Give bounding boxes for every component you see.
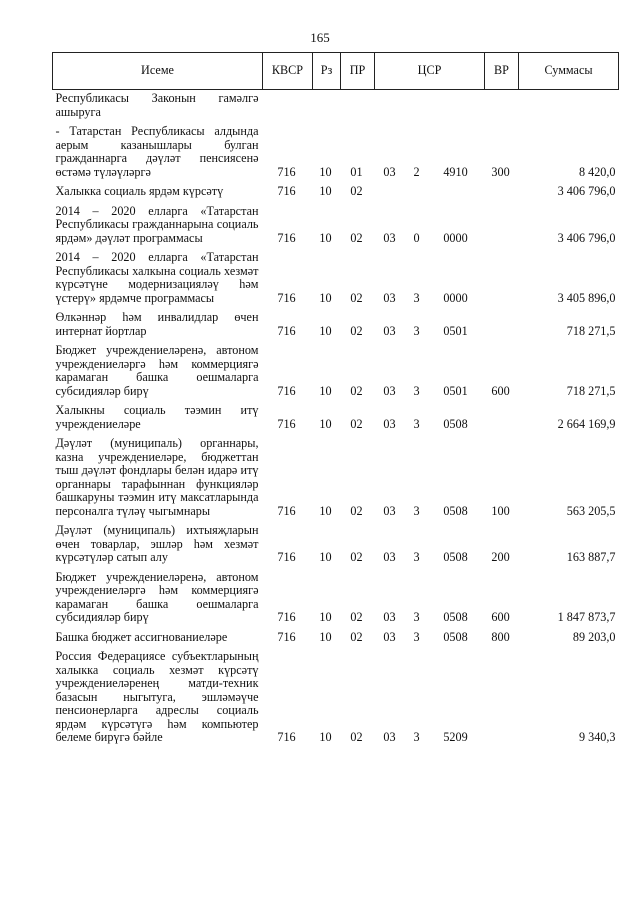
row-csr-program: 03: [383, 416, 396, 431]
row-pr: 02: [350, 184, 363, 198]
row-csr-direction: [429, 90, 485, 124]
row-sum: 3 406 796,0: [557, 230, 616, 245]
table-row: [53, 203, 619, 250]
row-csr-program: 03: [383, 290, 396, 305]
row-pr: 02: [350, 503, 363, 518]
table-row: [53, 435, 619, 522]
row-csr-subprogram: 3: [413, 610, 420, 624]
row-pr: 02: [350, 416, 363, 431]
table-header-row: [53, 53, 619, 90]
row-pr: 02: [350, 383, 363, 398]
row-sum: 9 340,3: [578, 730, 616, 744]
row-name: 2014 – 2020 елларга «Татарстан Республикасы гражданнарына социаль ярдәм» дәүләт программасы: [55, 203, 259, 245]
row-csr-direction: 0501: [443, 383, 468, 398]
row-sum: [519, 90, 619, 124]
row-vr: [485, 90, 519, 124]
row-vr: 600: [491, 383, 510, 398]
row-vr: [485, 203, 519, 250]
row-kvsr: 716: [277, 383, 296, 398]
row-pr: 02: [350, 730, 363, 744]
row-name: Халыкка социаль ярдәм күрсәтү: [55, 184, 224, 198]
row-rz: 10: [319, 290, 332, 305]
row-csr-subprogram: 0: [413, 230, 420, 245]
row-pr: 02: [350, 230, 363, 245]
row-pr: 01: [350, 164, 363, 179]
row-kvsr: 716: [277, 550, 296, 564]
row-name: Өлкәннәр һәм инвалидлар өчен интернат йортлар: [55, 310, 259, 338]
row-csr-subprogram: 2: [413, 164, 420, 179]
table-row: [53, 402, 619, 435]
row-csr-subprogram: 3: [413, 383, 420, 398]
table-row: [53, 309, 619, 342]
row-rz: 10: [319, 629, 332, 644]
row-name: 2014 – 2020 елларга «Татарстан Республикасы халкына социаль хезмәт күрсәтүне модернизацияләү һәм үстерү» ярдәмче программасы: [55, 250, 259, 305]
row-csr-program: 03: [383, 503, 396, 518]
row-csr-program: 03: [383, 230, 396, 245]
row-csr-subprogram: [407, 183, 429, 203]
row-rz: 10: [319, 383, 332, 398]
row-sum: 1 847 873,7: [557, 610, 616, 624]
row-kvsr: [263, 90, 313, 124]
row-csr-direction: 0508: [443, 629, 468, 644]
row-csr-subprogram: 3: [413, 550, 420, 564]
table-row: [53, 90, 619, 124]
row-csr-direction: 0000: [443, 290, 468, 305]
row-name: Дәүләт (муниципаль) органнары, казна учреждениеләре, бюджеттан тыш дәүләт фондлары белән идарә итү органнары тарафыннан функцияләр башкаруны тәэмин итү максатларында персоналга түләү чыгымнары: [55, 436, 259, 518]
row-csr-program: 03: [383, 610, 396, 624]
row-name: Халыкны социаль тәэмин итү учреждениеләре: [55, 403, 259, 431]
table-row: [53, 569, 619, 629]
row-pr: 02: [350, 610, 363, 624]
row-csr-program: 03: [383, 164, 396, 179]
row-pr: 02: [350, 629, 363, 644]
row-vr: 800: [491, 629, 510, 644]
row-vr: [485, 309, 519, 342]
row-kvsr: 716: [277, 230, 296, 245]
header-sum: Суммасы: [519, 53, 619, 90]
header-vr: ВР: [485, 53, 519, 90]
row-sum: 8 420,0: [578, 164, 616, 179]
header-name: Исеме: [53, 53, 263, 90]
row-rz: 10: [319, 730, 332, 744]
row-sum: 2 664 169,9: [557, 416, 616, 431]
row-pr: 02: [350, 323, 363, 338]
row-sum: 163 887,7: [566, 550, 616, 564]
row-csr-direction: 0508: [443, 610, 468, 624]
row-csr-direction: 5209: [443, 730, 468, 744]
row-sum: 89 203,0: [572, 629, 616, 644]
row-csr-subprogram: 3: [413, 323, 420, 338]
table-row: [53, 648, 619, 749]
row-kvsr: 716: [277, 610, 296, 624]
row-csr-direction: 0508: [443, 416, 468, 431]
row-kvsr: 716: [277, 629, 296, 644]
row-kvsr: 716: [277, 290, 296, 305]
row-pr: 02: [350, 550, 363, 564]
row-name: - Татарстан Республикасы алдында аерым казанышлары булган гражданнарга дәүләт пенсиясенә өстәмә түләүләргә: [55, 124, 259, 179]
header-csr: ЦСР: [375, 53, 485, 90]
row-csr-program: [375, 183, 407, 203]
table-row: [53, 522, 619, 569]
row-kvsr: 716: [277, 184, 296, 198]
table-body: [53, 90, 619, 749]
table-row: [53, 123, 619, 183]
row-kvsr: 716: [277, 416, 296, 431]
row-rz: 10: [319, 550, 332, 564]
row-csr-subprogram: 3: [413, 290, 420, 305]
page-number: 165: [310, 30, 330, 45]
row-csr-subprogram: [407, 90, 429, 124]
row-csr-program: 03: [383, 550, 396, 564]
row-vr: 600: [491, 610, 510, 624]
row-rz: 10: [319, 610, 332, 624]
row-kvsr: 716: [277, 164, 296, 179]
table-row: [53, 629, 619, 649]
row-vr: 200: [491, 550, 510, 564]
row-pr: 02: [350, 290, 363, 305]
row-rz: 10: [319, 323, 332, 338]
row-name: Башка бюджет ассигнованиеләре: [55, 629, 228, 644]
row-name: Дәүләт (муниципаль) ихтыяҗларын өчен товарлар, эшләр һәм хезмәт күрсәтүләр сатып алу: [55, 523, 259, 564]
row-csr-direction: 4910: [443, 164, 468, 179]
budget-table: [52, 52, 619, 749]
row-csr-program: 03: [383, 383, 396, 398]
table-row: [53, 249, 619, 309]
row-pr: [341, 90, 375, 124]
row-kvsr: 716: [277, 323, 296, 338]
row-csr-direction: [429, 183, 485, 203]
row-rz: 10: [319, 503, 332, 518]
row-name: Бюджет учреждениеләренә, автоном учреждениеләргә һәм коммерциягә карамаган башка оешмаларга субсидияләр бирү: [55, 569, 259, 624]
row-csr-program: 03: [383, 323, 396, 338]
row-kvsr: 716: [277, 503, 296, 518]
row-sum: 3 405 896,0: [557, 290, 616, 305]
row-vr: [485, 402, 519, 435]
row-csr-program: 03: [383, 629, 396, 644]
row-name: Россия Федерациясе субъектларының халыкка социаль хезмәт күрсәтү учреждениеләренең матди-техник базасын ныгытуга, эшләмәүче пенсионерларга адреслы социаль ярдәм күрсәтүгә һәм компьютер белеме бирүгә бәйле: [55, 649, 259, 744]
row-vr: 100: [491, 503, 510, 518]
row-kvsr: 716: [277, 730, 296, 744]
row-csr-subprogram: 3: [413, 416, 420, 431]
row-vr: [485, 183, 519, 203]
row-csr-direction: 0501: [443, 323, 468, 338]
row-rz: 10: [319, 164, 332, 179]
row-sum: 718 271,5: [566, 323, 616, 338]
row-csr-subprogram: 3: [413, 730, 420, 744]
row-sum: 3 406 796,0: [557, 184, 616, 198]
table-row: [53, 342, 619, 402]
row-csr-direction: 0508: [443, 503, 468, 518]
row-vr: [485, 249, 519, 309]
row-name: Бюджет учреждениеләренә, автоном учреждениеләргә һәм коммерциягә карамаган башка оешмаларга субсидияләр бирү: [55, 343, 259, 398]
row-csr-subprogram: 3: [413, 503, 420, 518]
row-name: Республикасы Законын гамәлгә ашыруга: [55, 91, 259, 119]
row-sum: 563 205,5: [566, 503, 616, 518]
row-vr: [485, 648, 519, 749]
row-rz: [313, 90, 341, 124]
header-pr: ПР: [341, 53, 375, 90]
row-csr-direction: 0000: [443, 230, 468, 245]
row-csr-program: 03: [383, 730, 396, 744]
header-rz: Рз: [313, 53, 341, 90]
row-csr-direction: 0508: [443, 550, 468, 564]
row-rz: 10: [319, 184, 332, 198]
row-vr: 300: [491, 164, 510, 179]
row-rz: 10: [319, 230, 332, 245]
table-row: [53, 183, 619, 203]
header-kvsr: КВСР: [263, 53, 313, 90]
row-csr-program: [375, 90, 407, 124]
row-csr-subprogram: 3: [413, 629, 420, 644]
row-rz: 10: [319, 416, 332, 431]
row-sum: 718 271,5: [566, 383, 616, 398]
